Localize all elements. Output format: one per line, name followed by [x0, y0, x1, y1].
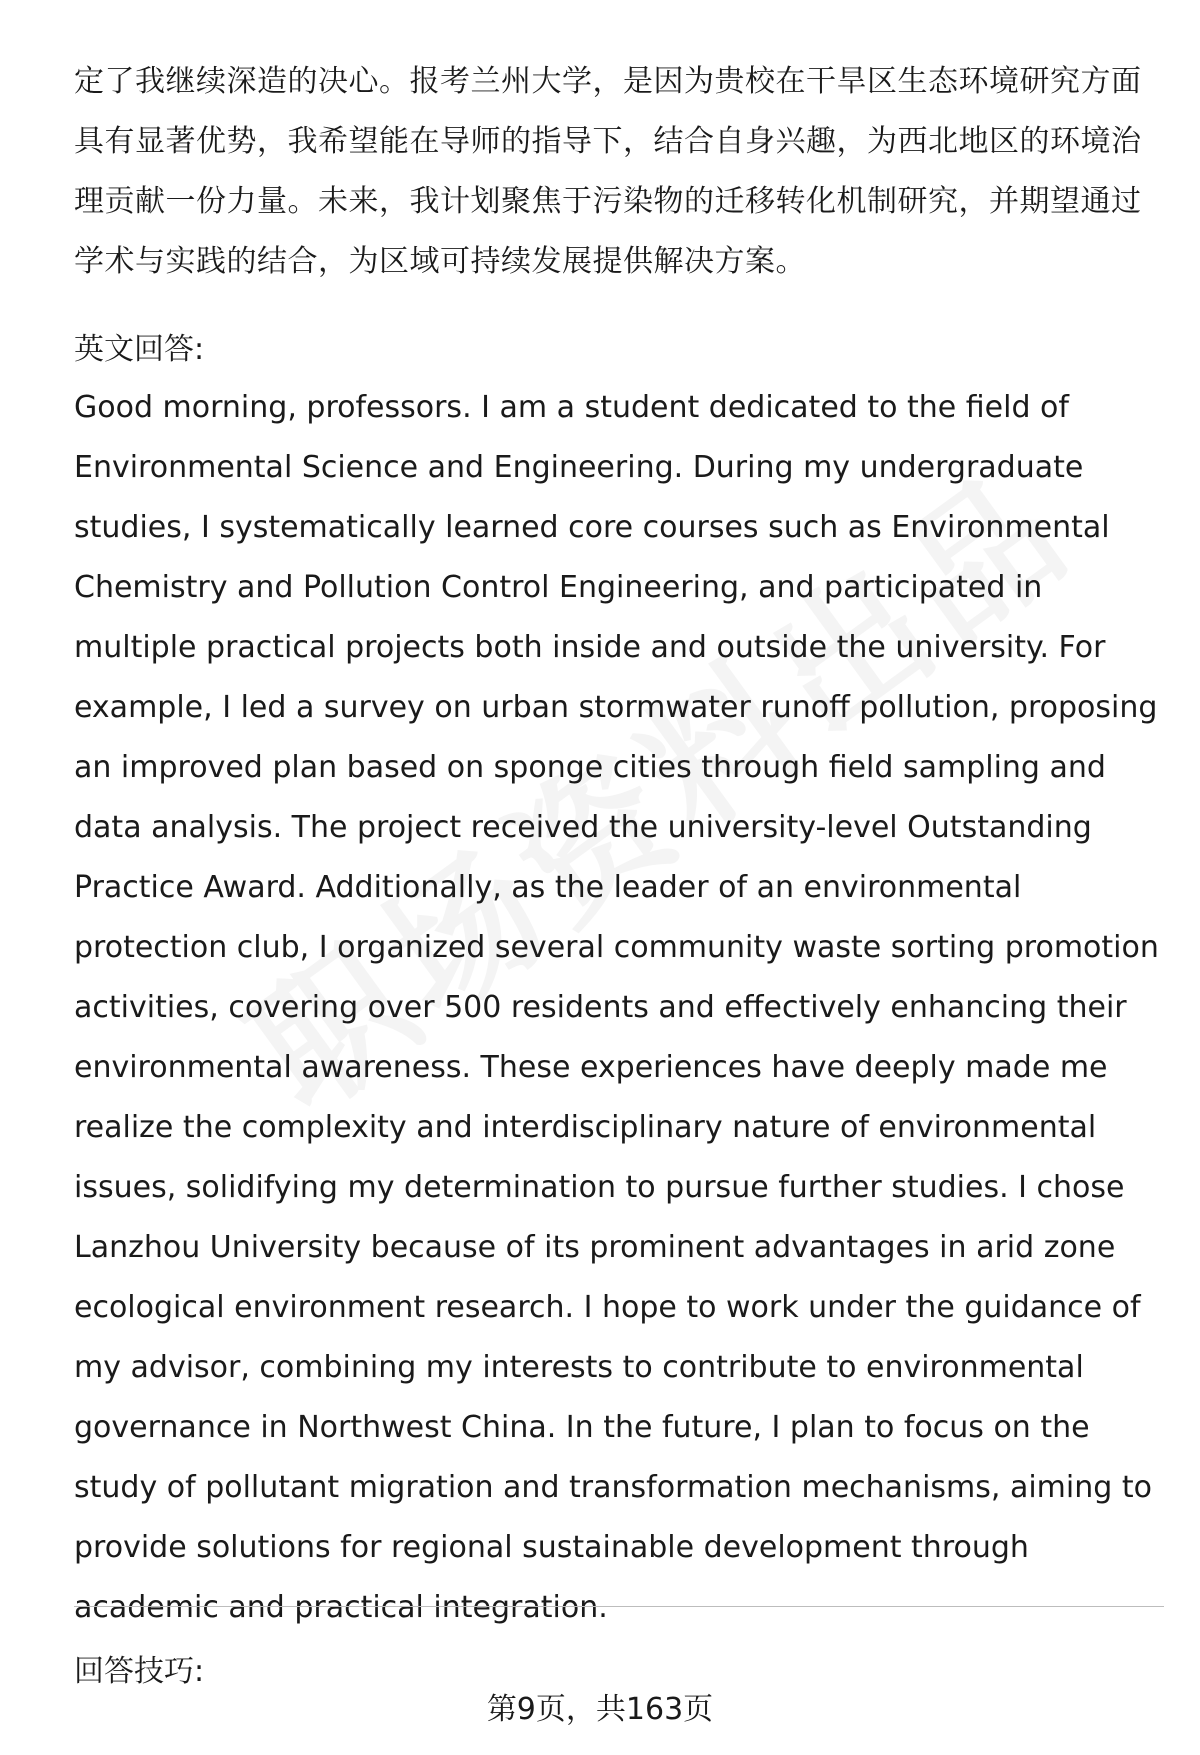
english-answer-label: 英文回答: — [74, 332, 205, 367]
chinese-intro-paragraph: 定了我继续深造的决心。报考兰州大学，是因为贵校在干旱区生态环境研究方面具有显著优势，我希望能在导师的指导下，结合自身兴趣，为西北地区的环境治理贡献一份力量。未来，我计划聚焦于污染物的迁移转化机制研究，并期望通过学术与实践的结合，为区域可持续发展提供解决方案。 — [74, 64, 1142, 279]
english-answer-paragraph: Good morning, professors. I am a student dedicated to the field of Environmental Science and Engineering. During my undergraduate studies, I systematically learned core courses such as Environmental Chemistry and Pollution Control Engineering, and participated in multiple practical projects both inside and outside the university. For example, I led a survey on urban stormwater runoff pollution, proposing an improved plan based on sponge cities through field sampling and data analysis. The project received the university-level Outstanding Practice Award. Additionally, as the leader of an environmental protection club, I organized several community waste sorting promotion activities, covering over 500 residents and effectively enhancing their environmental awareness. These experiences have deeply made me realize the complexity and interdisciplinary nature of environmental issues, solidifying my determination to pursue further studies. I chose Lanzhou University because of its prominent advantages in arid zone ecological environment research. I hope to work under the guidance of my advisor, combining my interests to contribute to environmental governance in Northwest China. In the future, I plan to focus on the study of pollutant migration and transformation mechanisms, aiming to provide solutions for regional sustainable development through academic and practical integration. — [74, 390, 1159, 1625]
page-number: 第9页，共163页 — [486, 1692, 714, 1727]
answer-tips-label: 回答技巧: — [74, 1654, 205, 1689]
section-divider — [74, 1606, 1164, 1607]
